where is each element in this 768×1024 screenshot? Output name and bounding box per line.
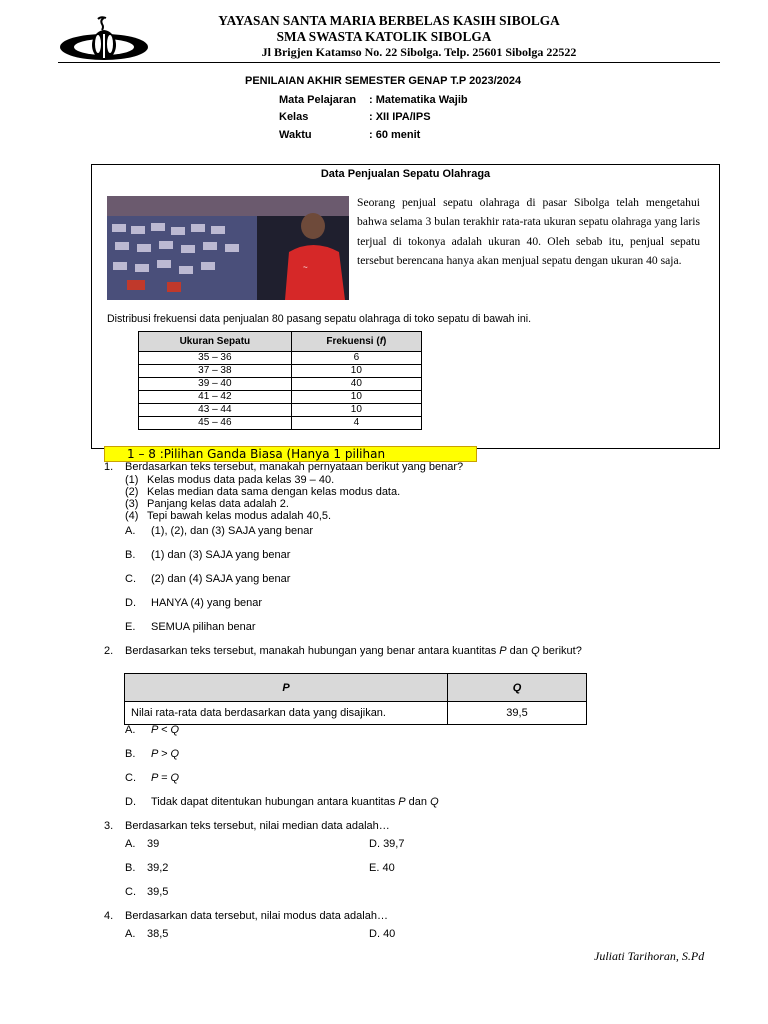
freq-cell: 10 [291,391,421,404]
option-text: P > Q [151,748,180,760]
q2-var-q: Q [531,645,540,657]
option-text: 39,5 [147,886,169,898]
stimulus-paragraph: Seorang penjual sepatu olahraga di pasar Sibolga telah mengetahui bahwa selama 3 bulan terakhir rata-rata ukuran sepatu olahraga yang laris terjual di tokonya adalah ukuran 40. Oleh sebab itu, penjual sepatu tersebut berencana hanya akan menjual sepatu dengan ukuran 40 saja. [357,196,700,267]
q1-statement-text: Tepi bawah kelas modus adalah 40,5. [147,510,332,522]
footer-author: Juliati Tarihoran, S.Pd [594,949,705,963]
option-letter: A. [125,928,136,940]
q1-statement-text: Kelas modus data pada kelas 39 – 40. [147,474,335,486]
size-cell: 45 – 46 [139,417,292,430]
option-var-q: Q [430,796,439,808]
q1-statement-text: Panjang kelas data adalah 2. [147,498,289,510]
cell-p: Nilai rata-rata data berdasarkan data yang disajikan. [125,702,448,725]
freq-cell: 40 [291,378,421,391]
option-letter: C. [125,772,136,784]
size-cell: 35 – 36 [139,352,292,365]
q1-option-d[interactable] [125,597,262,609]
freq-cell: 4 [291,417,421,430]
meta-subject-label: Mata Pelajaran [279,94,357,106]
q4-number: 4. [104,910,114,922]
col-header-size: Ukuran Sepatu [139,332,292,352]
size-cell: 37 – 38 [139,365,292,378]
option-text: 38,5 [147,928,169,940]
q3-number: 3. [104,820,114,832]
q3-text: Berdasarkan teks tersebut, nilai median data adalah… [125,820,390,832]
option-var-p: P [398,796,406,808]
option-letter: D. [125,597,136,609]
meta-class-value: : XII IPA/IPS [369,111,431,123]
option-text-and: dan [405,796,431,808]
shoe-shop-photo [107,196,349,300]
q3-option-e[interactable] [369,862,395,874]
q1-option-c[interactable] [125,573,290,585]
table-row [139,365,422,378]
size-cell: 41 – 42 [139,391,292,404]
table-row [139,417,422,430]
q2-text-after: berikut? [539,645,582,657]
option-letter: C. [125,886,136,898]
option-text: SEMUA pilihan benar [151,621,256,633]
freq-cell: 10 [291,365,421,378]
q3-option-b[interactable] [125,862,168,874]
option-letter: E. [125,621,136,633]
q2-var-p: P [499,645,507,657]
option-letter: D. [125,796,136,808]
option-text: (1), (2), dan (3) SAJA yang benar [151,525,314,537]
q1-text: Berdasarkan teks tersebut, manakah pernyataan berikut yang benar? [125,461,464,473]
option-letter: E. [369,862,380,874]
option-text: 39 [147,838,160,850]
quantity-comparison-table [124,673,587,725]
q2-option-c[interactable] [125,772,179,784]
option-letter: B. [125,748,136,760]
q4-text: Berdasarkan data tersebut, nilai modus data adalah… [125,910,388,922]
q1-option-e[interactable] [125,621,256,633]
q2-text [125,645,582,657]
size-cell: 43 – 44 [139,404,292,417]
distribution-intro: Distribusi frekuensi data penjualan 80 pasang sepatu olahraga di toko sepatu di bawah ini. [107,313,532,325]
option-text: (1) dan (3) SAJA yang benar [151,549,291,561]
q1-statement-num: (1) [125,474,139,486]
q2-option-a[interactable] [125,724,179,736]
option-letter: D. [369,838,380,850]
stimulus-title: Data Penjualan Sepatu Olahraga [320,168,491,180]
q2-number: 2. [104,645,114,657]
option-text: P < Q [151,724,180,736]
option-text: HANYA (4) yang benar [151,597,263,609]
cell-q: 39,5 [448,702,587,725]
meta-time-value: : 60 menit [369,129,421,141]
option-text: 39,7 [383,838,405,850]
option-letter: A. [125,838,136,850]
meta-subject-value: : Matematika Wajib [369,94,468,106]
option-letter: D. [369,928,380,940]
q1-statement-text: Kelas median data sama dengan kelas modus data. [147,486,401,498]
q1-statement-num: (4) [125,510,139,522]
size-cell: 39 – 40 [139,378,292,391]
q2-text-before: Berdasarkan teks tersebut, manakah hubungan yang benar antara kuantitas [125,645,500,657]
q4-option-d[interactable] [369,928,395,940]
meta-time-label: Waktu [279,129,312,141]
option-text: P = Q [151,772,180,784]
option-letter: A. [125,525,136,537]
header-divider [58,62,720,63]
q2-option-b[interactable] [125,748,179,760]
q2-option-d[interactable] [125,796,439,808]
option-letter: A. [125,724,136,736]
school-name: SMA SWASTA KATOLIK SIBOLGA [276,29,492,44]
header-q: Q [448,674,587,702]
frequency-table [138,331,422,430]
freq-cell: 10 [291,404,421,417]
table-row [139,352,422,365]
table-row [139,378,422,391]
section-banner: 1 – 8 :Pilihan Ganda Biasa (Hanya 1 pilihan [104,446,477,462]
meta-class-label: Kelas [279,111,309,123]
option-text: Tidak dapat ditentukan hubungan antara kuantitas [151,796,399,808]
freq-cell: 6 [291,352,421,365]
table-row [139,391,422,404]
q3-option-a[interactable] [125,838,159,850]
col-header-frequency: Frekuensi (f) [291,332,421,352]
option-text: 39,2 [147,862,169,874]
option-text: 40 [382,862,395,874]
q3-option-d[interactable] [369,838,404,850]
q1-option-a[interactable] [125,525,313,537]
q1-number: 1. [104,461,114,473]
svg-text:~: ~ [303,263,308,272]
school-address: Jl Brigjen Katamso No. 22 Sibolga. Telp. 25601 Sibolga 22522 [261,45,577,59]
header-p: P [125,674,448,702]
q1-statement-num: (3) [125,498,139,510]
option-letter: B. [125,549,136,561]
option-text: 40 [383,928,396,940]
exam-title: PENILAIAN AKHIR SEMESTER GENAP T.P 2023/2024 [245,75,522,87]
q1-option-b[interactable] [125,549,290,561]
q4-option-a[interactable] [125,928,168,940]
option-text: (2) dan (4) SAJA yang benar [151,573,291,585]
q3-option-c[interactable] [125,886,168,898]
option-letter: B. [125,862,136,874]
foundation-name: YAYASAN SANTA MARIA BERBELAS KASIH SIBOLGA [218,13,560,28]
q1-statement-num: (2) [125,486,139,498]
q2-text-and: dan [506,645,532,657]
option-letter: C. [125,573,136,585]
table-row [139,404,422,417]
